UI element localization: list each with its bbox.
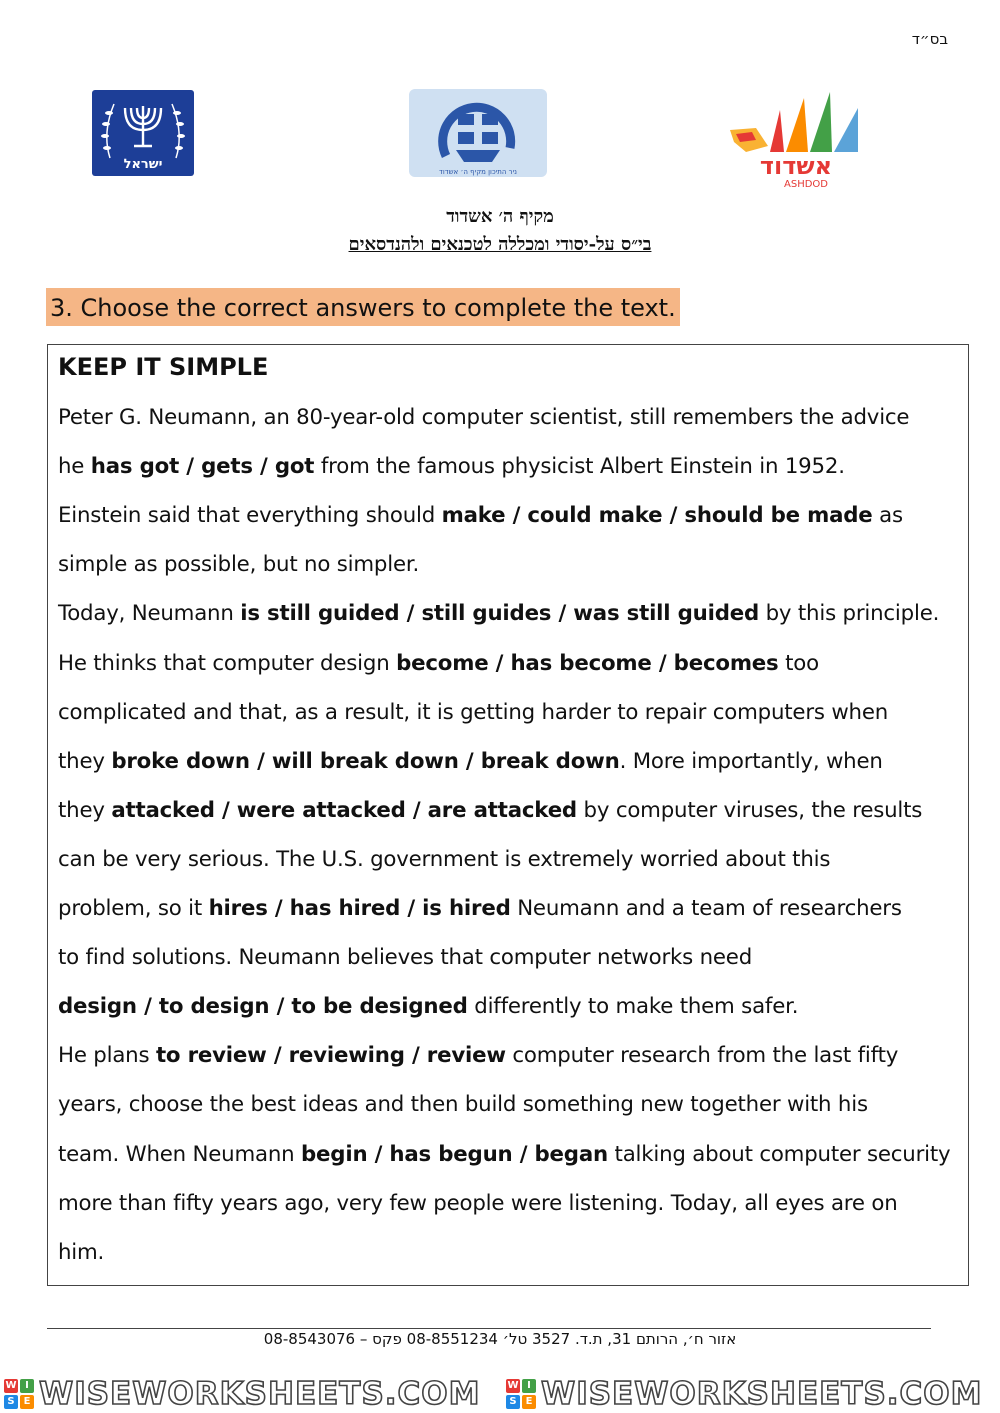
answer-options: to review / reviewing / review — [155, 1043, 506, 1069]
answer-options: broke down / will break down / break down — [111, 748, 620, 774]
article-line — [58, 651, 819, 676]
text-segment: Einstein said that everything should — [58, 503, 442, 529]
answer-options: begin / has begun / began — [301, 1141, 608, 1167]
cube: E — [20, 1395, 34, 1409]
article-line — [58, 945, 752, 970]
text-segment: simple as possible, but no simpler. — [58, 552, 420, 578]
watermark-2 — [506, 1376, 983, 1412]
watermark-text: WISEWORKSHEETS.COM — [39, 1376, 481, 1412]
article-line — [58, 454, 845, 479]
city-logo-hebrew: אשדוד — [759, 152, 833, 180]
text-segment: team. When Neumann — [58, 1141, 302, 1167]
school-name-line2: בי״ס על-יסודי ומכללה לטכנאים ולהנדסאים — [348, 234, 652, 255]
article-line — [58, 405, 909, 430]
watermark-cubes-icon — [4, 1379, 34, 1409]
answer-options: is still guided / still guides / was still guided — [240, 601, 760, 627]
article-line — [58, 896, 902, 921]
text-segment: complicated and that, as a result, it is getting harder to repair computers when — [58, 699, 889, 725]
text-segment: by this principle. — [759, 601, 940, 627]
article-line — [58, 994, 798, 1019]
watermark-text: WISEWORKSHEETS.COM — [541, 1376, 983, 1412]
article-line — [58, 601, 939, 626]
text-segment: he — [58, 454, 91, 480]
text-segment: talking about computer security — [607, 1141, 951, 1167]
answer-options: hires / has hired / is hired — [208, 896, 511, 921]
text-segment: more than fifty years ago, very few people were listening. Today, all eyes are on — [58, 1190, 898, 1216]
article-line — [58, 1240, 104, 1265]
article-line — [58, 749, 883, 774]
text-segment: they — [58, 748, 112, 774]
text-segment: computer research from the last fifty — [505, 1043, 899, 1069]
school-address-footer: אזור ח׳, הרותם 31, ת.ד. 3527 טל׳ 08-8551234 פקס – 08-8543076 — [263, 1330, 737, 1348]
cube: E — [522, 1395, 536, 1409]
text-segment: can be very serious. The U.S. government is extremely worried about this — [58, 846, 831, 872]
text-segment: Today, Neumann — [58, 601, 241, 627]
israel-emblem-logo — [90, 88, 196, 178]
text-segment: they — [58, 797, 112, 823]
cube: I — [522, 1379, 536, 1393]
article-line — [58, 503, 903, 528]
text-segment: He plans — [58, 1043, 156, 1069]
school-name-line1: מקיף ה׳ אשדוד — [446, 206, 554, 227]
ashdod-city-logo — [726, 90, 862, 190]
text-segment: Neumann and a team of researchers — [510, 896, 902, 921]
text-segment: by computer viruses, the results — [576, 797, 923, 823]
cube: W — [507, 1380, 519, 1391]
text-segment: Peter G. Neumann, an 80-year-old computer scientist, still remembers the advice — [58, 405, 910, 430]
text-segment: too — [778, 650, 819, 676]
answer-options: design / to design / to be designed — [58, 994, 468, 1020]
cube: S — [506, 1395, 520, 1409]
article-line — [58, 552, 419, 577]
text-segment: to find solutions. Neumann believes that computer networks need — [58, 945, 753, 971]
answer-options: make / could make / should be made — [441, 503, 873, 529]
watermark-cubes-icon — [506, 1379, 536, 1409]
article-line — [58, 798, 922, 823]
text-segment: him. — [58, 1239, 105, 1265]
watermark-1 — [4, 1376, 481, 1412]
school-logo-text: ניר התיכון מקיף ה׳ אשדוד — [439, 168, 517, 176]
city-logo-english: ASHDOD — [784, 179, 828, 190]
text-segment: problem, so it — [58, 896, 209, 921]
article-box — [47, 344, 969, 1286]
cube: I — [20, 1379, 34, 1393]
article-line — [58, 1043, 898, 1068]
answer-options: become / has become / becomes — [396, 650, 779, 676]
text-segment: from the famous physicist Albert Einstein in 1952. — [314, 454, 845, 480]
exercise-instruction: 3. Choose the correct answers to complete the text. — [46, 288, 680, 326]
article-title: KEEP IT SIMPLE — [58, 353, 269, 381]
text-segment: . More importantly, when — [619, 748, 883, 774]
emblem-label: ישראל — [123, 157, 163, 172]
cube: S — [4, 1395, 18, 1409]
footer-divider — [47, 1328, 931, 1329]
answer-options: has got / gets / got — [90, 454, 315, 480]
text-segment: years, choose the best ideas and then build something new together with his — [58, 1092, 868, 1118]
article-line — [58, 847, 830, 872]
article-line — [58, 1092, 868, 1117]
text-segment: differently to make them safer. — [467, 994, 799, 1020]
cube: W — [5, 1380, 17, 1391]
article-line — [58, 700, 888, 725]
text-segment: He thinks that computer design — [58, 650, 397, 676]
text-segment: as — [872, 503, 903, 529]
article-line — [58, 1191, 898, 1216]
bsd-header-mark: בס״ד — [911, 30, 948, 48]
article-line — [58, 1142, 950, 1167]
school-logo — [408, 88, 548, 178]
answer-options: attacked / were attacked / are attacked — [111, 797, 577, 823]
